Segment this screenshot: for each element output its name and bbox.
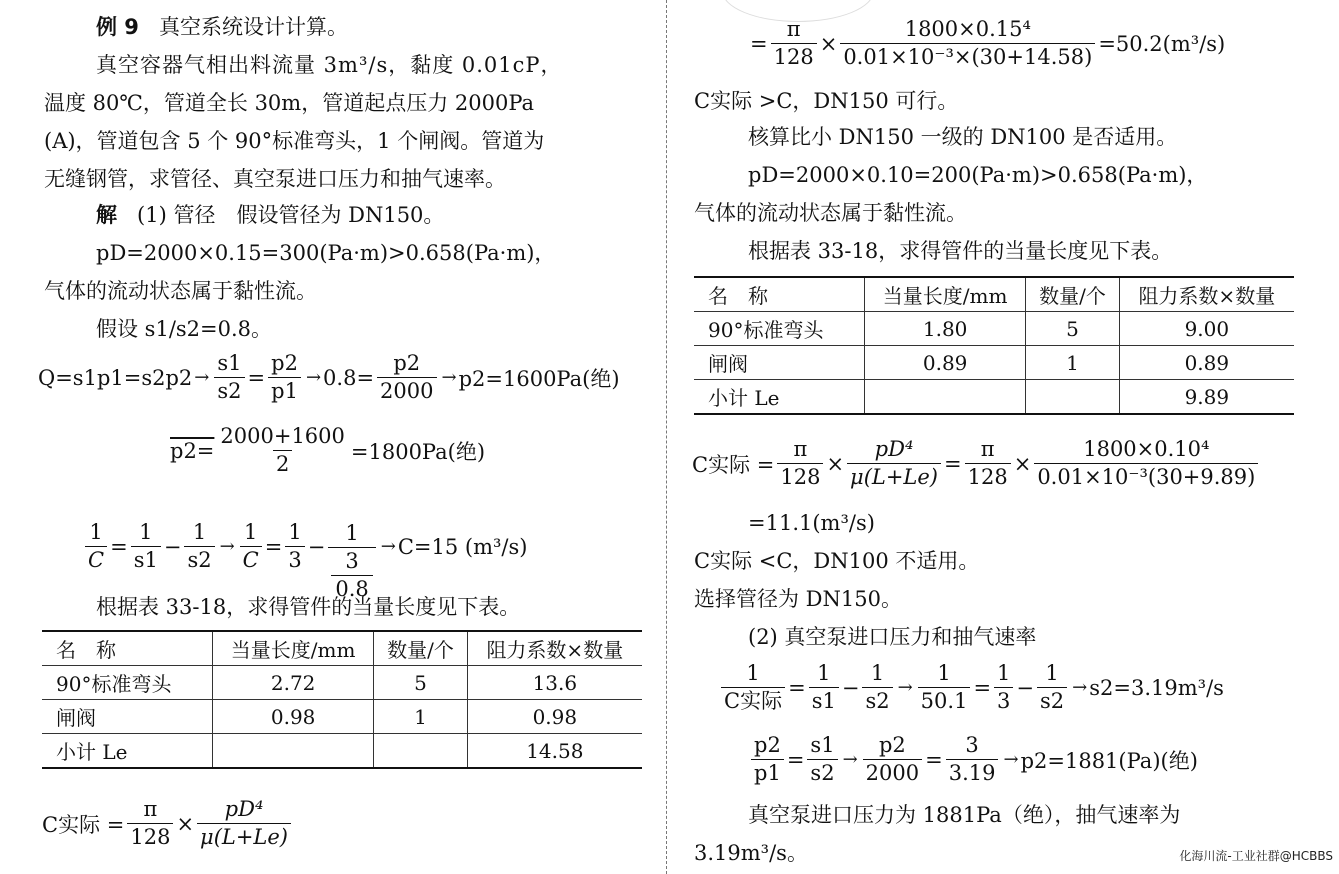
fraction: s1 s2 xyxy=(807,732,837,787)
column-divider xyxy=(666,0,667,874)
arrow-icon: → xyxy=(897,677,913,698)
arrow-icon: → xyxy=(219,536,235,557)
fraction: pD⁴ μ(L+Le) xyxy=(847,436,941,491)
fraction: $\frac{\pi}{128}$ xyxy=(777,436,823,491)
result-line: =11.1(m³/s) xyxy=(748,511,875,535)
final-line-1: 真空泵进口压力为 1881Pa（绝），抽气速率为 xyxy=(748,803,1181,827)
arrow-icon: → xyxy=(842,749,858,770)
problem-line-3: (A)，管道包含 5 个 90°标准弯头，1 个闸阀。管道为 xyxy=(44,129,545,153)
right-column xyxy=(672,0,1339,874)
left-column xyxy=(0,0,660,874)
arrow-icon: → xyxy=(305,367,322,388)
arrow-icon: → xyxy=(194,367,210,388)
fraction: $\frac{\pi}{128}$ xyxy=(127,796,173,851)
equation-c-actual-2: C实际 = $\frac{\pi}{128}$ × pD⁴ μ(L+Le) = π 128 × 1800×0.10⁴ 0.01×10⁻³(30+9.89) xyxy=(692,436,1261,491)
fraction: 1 s2 xyxy=(184,519,214,574)
equation-s2: 1 C实际 = 1 s1 − 1 s2 → 1 50.1 = 1 3 − 1 s2 → s2=3.19m³/s xyxy=(718,660,1224,715)
nested-fraction: 1 3 0.8 xyxy=(328,520,375,603)
fraction: 3 3.19 xyxy=(946,732,999,787)
table-row: 90°标准弯头 2.72 5 13.6 xyxy=(42,666,642,700)
arrow-icon: → xyxy=(1003,749,1019,770)
fraction: 1 s2 xyxy=(1037,660,1067,715)
problem-line-4: 无缝钢管，求管径、真空泵进口压力和抽气速率。 xyxy=(44,167,506,191)
fraction: 1 C xyxy=(240,519,262,574)
fraction: 1 s1 xyxy=(809,660,839,715)
arrow-icon: → xyxy=(380,536,396,557)
equation-p2: p2 p1 = s1 s2 → p2 2000 = 3 3.19 → p2=1881(Pa)(绝) xyxy=(748,732,1198,787)
example-title: 例 9 真空系统设计计算。 xyxy=(96,15,348,39)
fraction: π 128 xyxy=(771,16,817,71)
fraction: 1 s2 xyxy=(862,660,892,715)
solution-heading: 解 (1) 管径 假设管径为 DN150。 xyxy=(96,203,445,227)
fraction: p2 2000 xyxy=(863,732,922,787)
fraction: p2 p1 xyxy=(751,732,784,787)
problem-line-1: 真空容器气相出料流量 3m³/s，黏度 0.01cP， xyxy=(96,53,563,77)
fraction: s1 s2 xyxy=(214,350,244,405)
equation-c-actual: C实际 = $\frac{\pi}{128}$ × pD⁴ μ(L+Le) xyxy=(42,796,294,851)
problem-line-2: 温度 80℃，管道全长 30m，管道起点压力 2000Pa xyxy=(44,91,535,115)
arrow-icon: → xyxy=(441,367,457,388)
fraction: π 128 xyxy=(965,436,1011,491)
fraction: 1 C实际 xyxy=(721,660,785,715)
fraction: 1 3 xyxy=(285,519,304,574)
watermark: 化海川流-工业社群@HCBBS xyxy=(1179,849,1333,863)
check-line: 核算比小 DN150 一级的 DN100 是否适用。 xyxy=(748,125,1178,149)
equation-continued: = π 128 × $\frac{\text{1800×0.15⁴}}{\text{0.01×10⁻³×(30+14.58)}}$ =50.2(m³/s) xyxy=(750,17,1226,69)
fraction: 1800×0.10⁴ 0.01×10⁻³(30+9.89) xyxy=(1034,436,1258,491)
fraction: $\frac{p2}{2000}$ xyxy=(377,350,436,405)
fittings-table-dn100: 名 称 当量长度/mm 数量/个 阻力系数×数量 90°标准弯头 1.80 5 9.00 闸阀 0.89 1 0.89 小计 Le 9.89 xyxy=(694,276,1294,415)
equation-pbar: p2= $\frac{2000+1600}{2}$ =1800Pa(绝) xyxy=(170,424,486,476)
fittings-table-dn150: 名 称 当量长度/mm 数量/个 阻力系数×数量 90°标准弯头 2.72 5 13.6 闸阀 0.98 1 0.98 小计 Le 14.58 xyxy=(42,630,642,769)
fraction: 1 s1 xyxy=(131,519,161,574)
pd-line-2: pD=2000×0.10=200(Pa·m)>0.658(Pa·m)， xyxy=(748,163,1208,187)
final-line-2: 3.19m³/s。 xyxy=(694,841,808,865)
assume-line: 假设 s1/s2=0.8。 xyxy=(96,317,273,341)
viscous-flow-line: 气体的流动状态属于黏性流。 xyxy=(44,279,317,303)
fraction: $\frac{\text{1800×0.15⁴}}{\text{0.01×10⁻³×(30+14.58)}}$ xyxy=(840,16,1095,71)
arrow-icon: → xyxy=(1072,677,1088,698)
pd-line: pD=2000×0.15=300(Pa·m)>0.658(Pa·m)， xyxy=(96,241,556,265)
fraction: 1 C xyxy=(85,519,107,574)
table-row: 90°标准弯头 1.80 5 9.00 xyxy=(694,312,1294,346)
fraction: 1 50.1 xyxy=(918,660,971,715)
feasible-line: C实际 >C，DN150 可行。 xyxy=(694,89,959,113)
choose-line: 选择管径为 DN150。 xyxy=(694,587,902,611)
table-row: 闸阀 0.89 1 0.89 xyxy=(694,346,1294,380)
table-ref-line-2: 根据表 33-18，求得管件的当量长度见下表。 xyxy=(748,239,1173,263)
equation-c: 1 C = 1 s1 − 1 s2 → 1 C = 1 3 − 1 3 0.8 → C=15 (m³/s) xyxy=(82,490,527,603)
table-row: 小计 Le 14.58 xyxy=(42,734,642,769)
fraction: pD⁴ μ(L+Le) xyxy=(197,796,291,851)
section-2-heading: (2) 真空泵进口压力和抽气速率 xyxy=(748,625,1037,649)
table-ref-line: 根据表 33-18，求得管件的当量长度见下表。 xyxy=(96,595,521,619)
viscous-flow-line-2: 气体的流动状态属于黏性流。 xyxy=(694,201,967,225)
fraction: $\frac{2000+1600}{2}$ xyxy=(220,424,345,476)
fraction: p2 p1 xyxy=(268,350,301,405)
equation-q: Q=s1p1=s2p2 → s1 s2 = p2 p1 → 0.8= $\frac{p2}{2000}$ → p2=1600Pa(绝) xyxy=(38,351,620,403)
not-feasible-line: C实际 <C，DN100 不适用。 xyxy=(694,549,980,573)
table-row: 闸阀 0.98 1 0.98 xyxy=(42,700,642,734)
fraction: 1 3 xyxy=(994,660,1013,715)
table-row: 小计 Le 9.89 xyxy=(694,380,1294,415)
